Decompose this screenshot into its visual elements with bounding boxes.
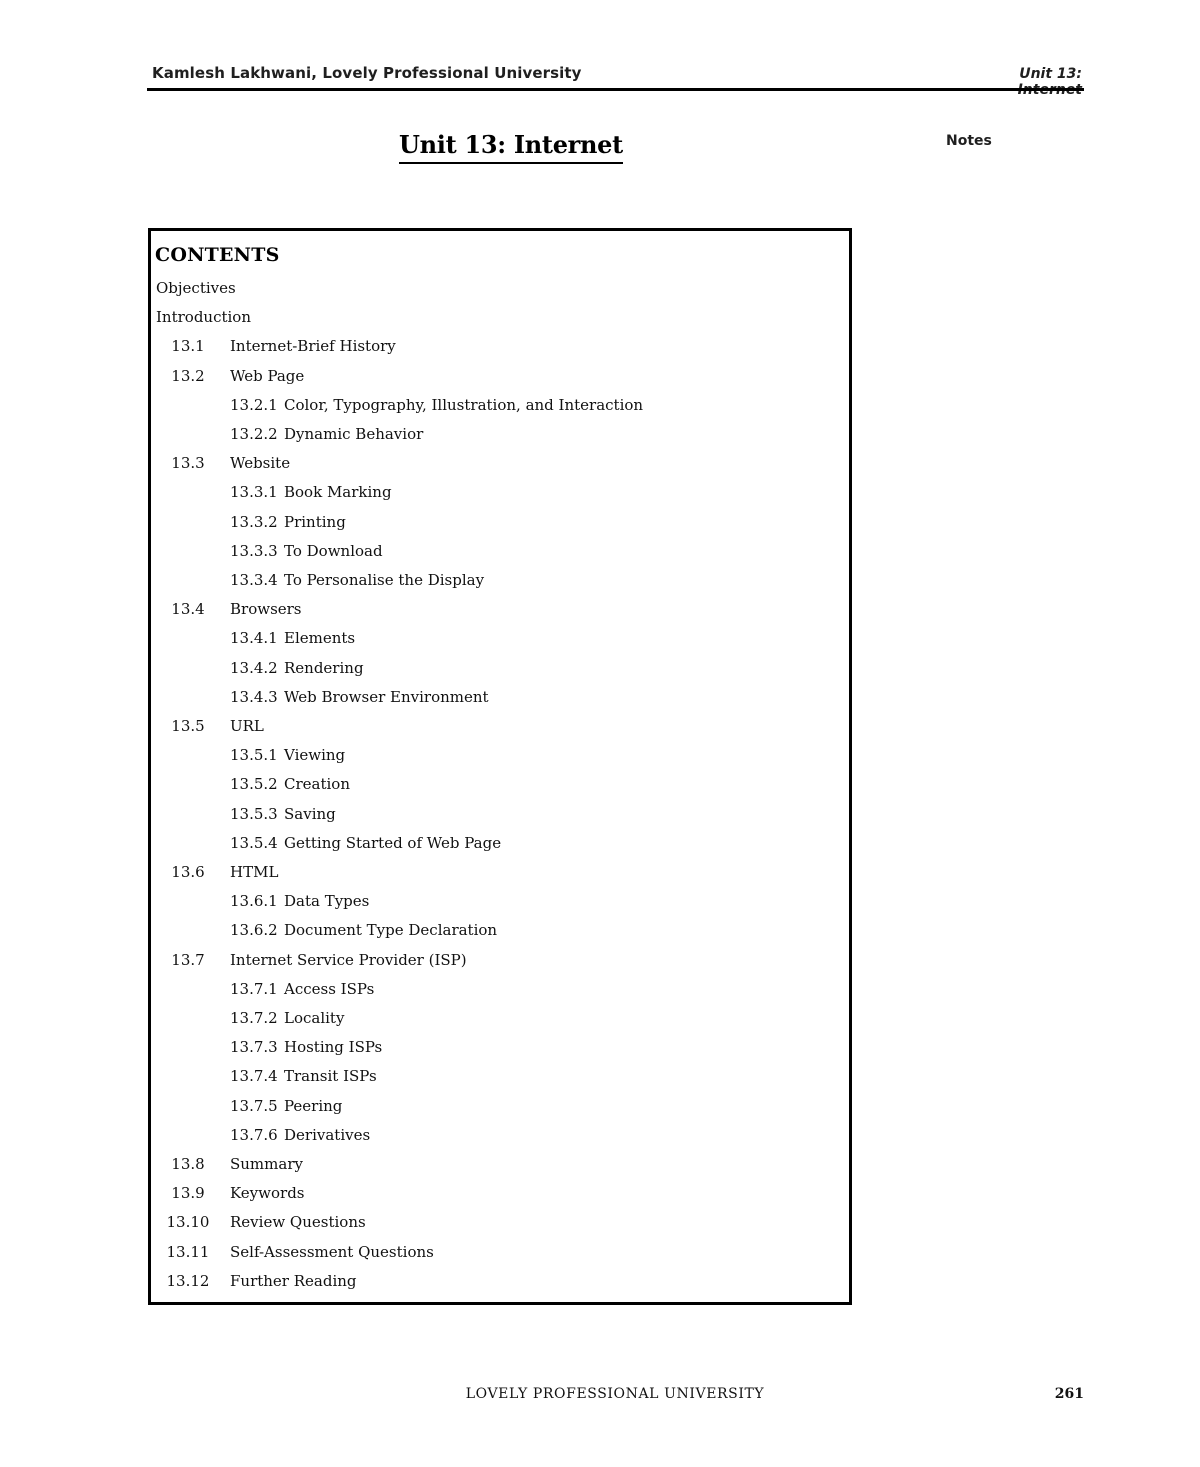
toc-entry-number: 13.3 (171, 454, 205, 472)
toc-entry-number: 13.7.6 (230, 1126, 278, 1144)
toc-entry-number: 13.5 (171, 717, 205, 735)
toc-entry-number: 13.11 (166, 1243, 210, 1261)
toc-entry-title: Self-Assessment Questions (230, 1243, 434, 1261)
toc-entry-title: Further Reading (230, 1272, 357, 1290)
toc-entry-number: 13.5.4 (230, 834, 278, 852)
toc-entry-title: Dynamic Behavior (284, 425, 424, 443)
toc-entry-title: Transit ISPs (284, 1067, 377, 1085)
contents-heading: CONTENTS (155, 244, 280, 266)
toc-entry-title: Review Questions (230, 1213, 366, 1231)
toc-entry-title: Creation (284, 775, 350, 793)
toc-entry-title: Hosting ISPs (284, 1038, 383, 1056)
toc-entry-title: Internet Service Provider (ISP) (230, 951, 467, 969)
toc-entry-title: Web Browser Environment (284, 688, 489, 706)
toc-entry-number: 13.3.1 (230, 483, 278, 501)
toc-entry-title: URL (230, 717, 264, 735)
toc-entry-number: 13.3.2 (230, 513, 278, 531)
toc-entry-number: 13.1 (171, 337, 205, 355)
toc-entry-title: Locality (284, 1009, 345, 1027)
toc-entry-title: Website (230, 454, 291, 472)
toc-entry-title: Getting Started of Web Page (284, 834, 502, 852)
toc-entry-number: 13.2 (171, 367, 205, 385)
toc-entry-number: 13.3.4 (230, 571, 278, 589)
toc-entry-number: 13.7 (171, 951, 205, 969)
toc-entry-title: Objectives (156, 279, 236, 297)
toc-entry-number: 13.5.3 (230, 805, 278, 823)
toc-entry-title: Color, Typography, Illustration, and Interaction (284, 396, 644, 414)
toc-entry-title: Elements (284, 629, 356, 647)
toc-entry-title: Rendering (284, 659, 364, 677)
toc-entry-title: Data Types (284, 892, 370, 910)
toc-entry-title: HTML (230, 863, 279, 881)
toc-entry-number: 13.7.3 (230, 1038, 278, 1056)
toc-entry-title: Summary (230, 1155, 303, 1173)
toc-entry-title: Keywords (230, 1184, 305, 1202)
toc-entry-number: 13.2.2 (230, 425, 278, 443)
toc-entry-title: Document Type Declaration (284, 921, 498, 939)
toc-entry-number: 13.10 (166, 1213, 210, 1231)
toc-entry-title: Peering (284, 1097, 343, 1115)
toc-entry-number: 13.5.1 (230, 746, 278, 764)
toc-entry-number: 13.6.2 (230, 921, 278, 939)
running-header-author: Kamlesh Lakhwani, Lovely Professional University (152, 64, 582, 82)
toc-entry-number: 13.9 (171, 1184, 205, 1202)
toc-entry-title: Book Marking (284, 483, 392, 501)
toc-entry-number: 13.7.4 (230, 1067, 278, 1085)
toc-entry-title: Internet-Brief History (230, 337, 396, 355)
toc-entry-number: 13.4.1 (230, 629, 278, 647)
toc-entry-number: 13.12 (166, 1272, 210, 1290)
toc-entry-number: 13.7.5 (230, 1097, 278, 1115)
toc-entry-title: Viewing (284, 746, 346, 764)
toc-entry-title: Saving (284, 805, 336, 823)
toc-entry-number: 13.6.1 (230, 892, 278, 910)
toc-entry-title: Web Page (230, 367, 305, 385)
toc-entry-number: 13.7.2 (230, 1009, 278, 1027)
toc-entry-number: 13.5.2 (230, 775, 278, 793)
toc-entry-title: Access ISPs (284, 980, 375, 998)
toc-entry-title: Derivatives (284, 1126, 371, 1144)
notes-label: Notes (946, 133, 992, 149)
toc-entry-number: 13.6 (171, 863, 205, 881)
running-header-unit: Unit 13: (1019, 66, 1082, 82)
footer-university: LOVELY PROFESSIONAL UNIVERSITY (465, 1386, 765, 1402)
toc-entry-number: 13.4.2 (230, 659, 278, 677)
toc-entry-title: Browsers (230, 600, 302, 618)
toc-entry-title: Introduction (156, 308, 251, 326)
page-title: Unit 13: Internet (399, 130, 623, 164)
page-number: 261 (1054, 1386, 1084, 1402)
toc-entry-number: 13.7.1 (230, 980, 278, 998)
toc-entry-number: 13.8 (171, 1155, 205, 1173)
toc-entry-title: To Download (284, 542, 383, 560)
toc-entry-number: 13.4.3 (230, 688, 278, 706)
toc-entry-title: Printing (284, 513, 346, 531)
toc-entry-title: To Personalise the Display (284, 571, 485, 589)
toc-entry-number: 13.4 (171, 600, 205, 618)
toc-entry-number: 13.2.1 (230, 396, 278, 414)
toc-entry-number: 13.3.3 (230, 542, 278, 560)
